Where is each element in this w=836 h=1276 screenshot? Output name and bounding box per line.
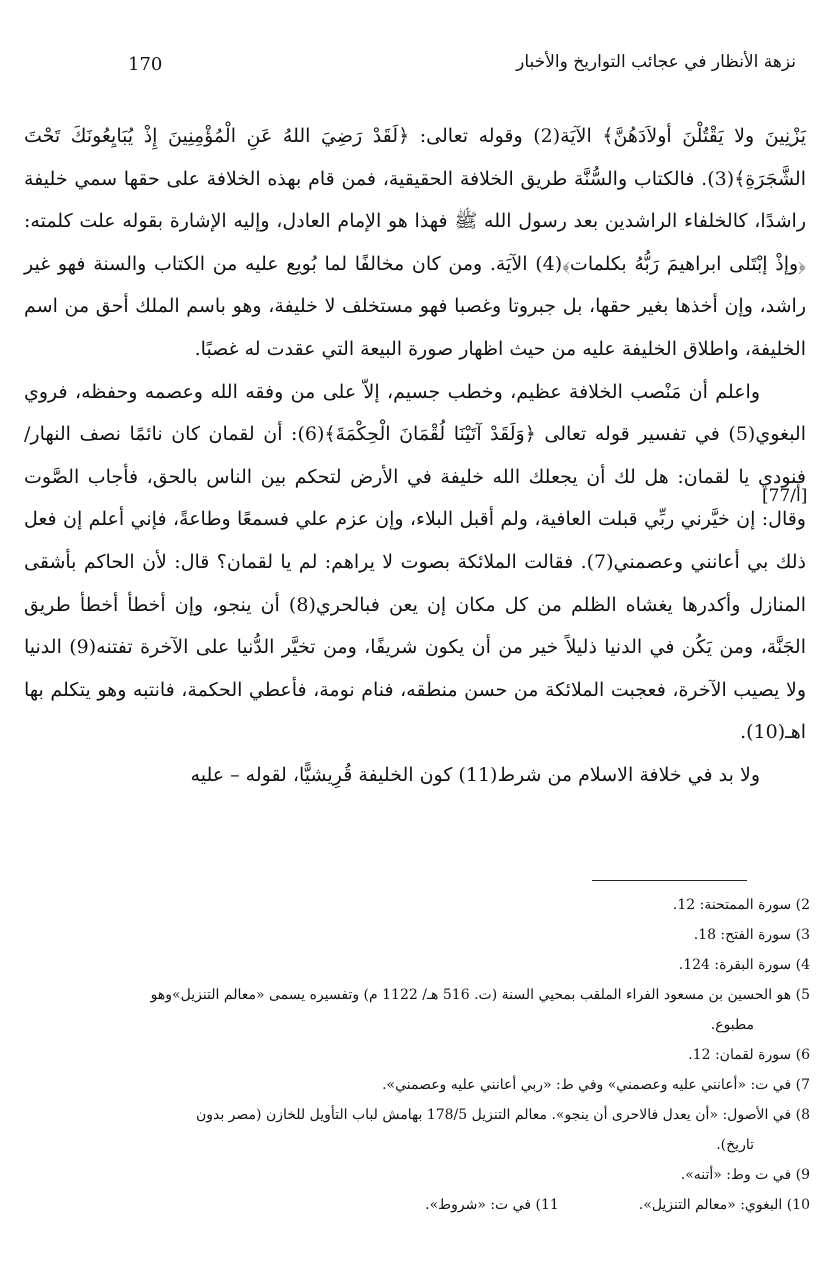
- footnote-9: 9) في ت وط: «أتنه».: [680, 1167, 810, 1183]
- footnote-2: 2) سورة الممتحنة: 12.: [672, 897, 810, 913]
- running-title: نزهة الأنظار في عجائب التواريخ والأخبار: [516, 52, 796, 72]
- footnote-10: 10) البغوي: «معالم التنزيل».: [638, 1197, 810, 1213]
- footnote-5: 5) هو الحسين بن مسعود الفراء الملقب بمحيي السنة (ت. 516 هـ/ 1122 م) وتفسيره يسمى «معالم التنزيل»وهو: [150, 987, 810, 1003]
- paragraph-1: يَزْنِينَ ولا يَقْتُلْنَ أولاَدَهُنَّ﴾ الآيَة(2) وقوله تعالى: ﴿لَقَدْ رَضِيَ اللهُ عَنِ الْمُؤْمِنِينَ إِذْ يُبَايِعُونَكَ تَحْتَ الشَّجَرَةِ﴾(3). فالكتاب والسُّنَّة طريق الخلافة الحقيقية، فمن قام بهذه الخلافة على حقها سمي خليفة راشدًا، كالخلفاء الراشدين بعد رسول الله ﷺ فهذا هو الإمام العادل، وإليه الإشارة بقوله علت كلمته: ﴿وإذْ إبْتَلى ابراهيمَ رَبُّهُ بكلمات﴾(4) الآيَة. ومن كان مخالفًا لما بُويع عليه من الكتاب والسنة فهو غير راشد، وإن أخذها بغير حقها، بل جبروتا وغصبا فهو مستخلف لا خليفة، وهو باسم الملك أحق من اسم الخليفة، واطلاق الخليفة عليه من حيث اظهار صورة البيعة التي عقدت له غصبًا.: [24, 125, 806, 360]
- footnote-6: 6) سورة لقمان: 12.: [688, 1047, 810, 1063]
- footnote-8-continuation: تاريخ).: [716, 1137, 754, 1153]
- paragraph-3: ولا بد في خلافة الاسلام من شرط(11) كون الخليفة قُرِيشيًّا، لقوله – عليه: [190, 763, 760, 786]
- page-header: [0, 48, 836, 88]
- paragraph-2: واعلم أن مَنْصب الخلافة عظيم، وخطب جسيم، إلاّ على من وفقه الله وعصمه وحفظه، فروي البغوي(5) في تفسير قوله تعالى ﴿وَلَقَدْ آتَيْنَا لُقْمَانَ الْحِكْمَةَ﴾(6): أن لقمان كان نائمًا نصف النهار/ فنودي يا لقمان: هل لك أن يجعلك الله خليفة في الأرض لتحكم بين الناس بالحق، فأجاب الصَّوت وقال: إن خيَّرني ربِّي قبلت العافية، ولم أقبل البلاء، وإن عزم علي فسمعًا وطاعةً، فإني أعلم إن فعل ذلك بي أعانني وعصمني(7). فقالت الملائكة بصوت لا يراهم: لم يا لقمان؟ قال: لأن الحاكم بأشقى المنازل وأكدرها يغشاه الظلم من كل مكان إن يعن فبالحري(8) أن ينجو، وإن أخطأ أخطأ طريق الجَنَّة، ومن يَكُن في الدنيا ذليلاً خير من أن يكون شريفًا، ومن تخيَّر الدُّنيا على الآخرة تفتنه(9) الدنيا ولا يصيب الآخرة، فعجبت الملائكة من حسن منطقه، فنام نومة، فأعطي الحكمة، فانتبه وهو يتكلم بها اهـ(10).: [24, 380, 807, 744]
- footnote-11: 11) في ت: «شروط».: [425, 1197, 559, 1213]
- footnote-7: 7) في ت: «أعانني عليه وعصمني» وفي ط: «ربي أعانني عليه وعصمني».: [382, 1077, 810, 1093]
- page-number: 170: [128, 54, 163, 75]
- footnote-4: 4) سورة البقرة: 124.: [678, 957, 810, 973]
- footnote-3: 3) سورة الفتح: 18.: [693, 927, 810, 943]
- main-text: [24, 115, 806, 797]
- footnotes: [24, 890, 810, 1220]
- footnote-divider: [592, 880, 747, 881]
- manuscript-folio-marker: [أ/77]: [762, 486, 808, 506]
- footnote-8: 8) في الأصول: «أن يعدل فالاحرى أن ينجو». معالم التنزيل 178/5 بهامش لباب التأويل للخازن (مصر بدون: [195, 1107, 810, 1123]
- footnote-5-continuation: مطبوع.: [710, 1017, 754, 1033]
- footnote-row-last: [24, 1190, 810, 1220]
